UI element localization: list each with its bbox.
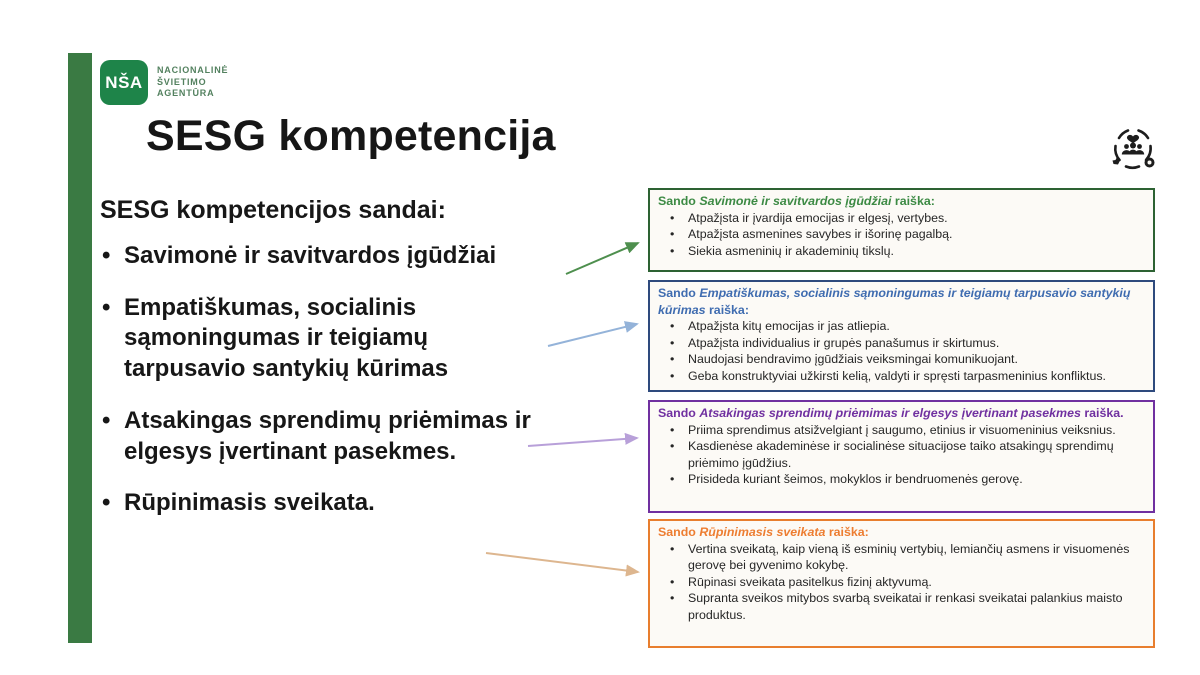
left-heading: SESG kompetencijos sandai: — [100, 196, 446, 224]
box-item: • Atpažįsta ir įvardija emocijas ir elgesį, vertybes. — [688, 210, 1145, 227]
community-care-icon — [1107, 124, 1159, 179]
box-header-prefix: Sando — [658, 194, 696, 208]
box-header-suffix: raiška. — [1084, 406, 1124, 420]
box-item-list — [658, 318, 1145, 384]
logo-text-line: ŠVIETIMO — [157, 76, 207, 87]
box-header — [658, 285, 1145, 318]
box-item: • Vertina sveikatą, kaip vieną iš esminių vertybių, lemiančių asmens ir visuomenės gerovę bei gyvenimo kokybę. — [688, 541, 1145, 574]
box-item: • Atpažįsta kitų emocijas ir jas atliepia. — [688, 318, 1145, 335]
box-header-name: Empatiškumas, socialinis sąmoningumas ir teigiamų tarpusavio santykių kūrimas — [658, 286, 1131, 317]
box-header — [658, 405, 1145, 422]
box-item-list — [658, 210, 1145, 260]
box-header-suffix: raiška: — [828, 525, 869, 539]
box-item-list — [658, 541, 1145, 624]
box-header-suffix: raiška: — [894, 194, 935, 208]
box-item: • Priima sprendimus atsižvelgiant į saugumo, etinius ir visuomeninius veiksnius. — [688, 422, 1145, 439]
box-item: • Atpažįsta asmenines savybes ir išorinę pagalbą. — [688, 226, 1145, 243]
box-item: • Rūpinasi sveikata pasitelkus fizinį aktyvumą. — [688, 574, 1145, 591]
box-item: • Geba konstruktyviai užkirsti kelią, valdyti ir spręsti tarpasmeninius konfliktus. — [688, 368, 1145, 385]
arrow-blue — [548, 324, 637, 346]
nsa-logo-mark: NŠA — [100, 60, 148, 105]
nsa-logo — [100, 60, 228, 105]
page-title: SESG kompetencija — [146, 112, 556, 160]
logo-text-line: NACIONALINĖ — [157, 64, 229, 75]
box-header-suffix: raiška: — [708, 302, 749, 317]
component-item: • Savimonė ir savitvardos įgūdžiai — [124, 241, 552, 272]
box-header-prefix: Sando — [658, 406, 696, 420]
box-item: • Kasdienėse akademinėse ir socialinėse situacijose taiko atsakingų sprendimų priėmimo įgūdžius. — [688, 438, 1145, 471]
box-savimone — [648, 188, 1155, 272]
box-header-prefix: Sando — [658, 525, 696, 539]
component-item: • Empatiškumas, socialinis sąmoningumas ir teigiamų tarpusavio santykių kūrimas — [124, 293, 552, 385]
box-header-name: Atsakingas sprendimų priėmimas ir elgesys įvertinant pasekmes — [699, 406, 1081, 420]
box-rupinimasis — [648, 519, 1155, 648]
box-item: • Supranta sveikos mitybos svarbą sveikatai ir renkasi sveikatai palankius maisto produktus. — [688, 590, 1145, 623]
component-item: • Atsakingas sprendimų priėmimas ir elgesys įvertinant pasekmes. — [124, 406, 552, 467]
arrow-green — [566, 243, 638, 274]
component-list — [100, 241, 552, 519]
logo-text-line: AGENTŪRA — [157, 88, 215, 99]
box-header — [658, 193, 1145, 210]
component-item: • Rūpinimasis sveikata. — [124, 488, 552, 519]
box-empatiskumas — [648, 280, 1155, 392]
box-atsakingas — [648, 400, 1155, 513]
box-header-name: Rūpinimasis sveikata — [699, 525, 826, 539]
box-header-name: Savimonė ir savitvardos įgūdžiai — [699, 194, 892, 208]
box-item: • Atpažįsta individualius ir grupės panašumus ir skirtumus. — [688, 335, 1145, 352]
box-header — [658, 524, 1145, 541]
competence-components — [100, 196, 552, 540]
box-item: • Naudojasi bendravimo įgūdžiais veiksmingai komunikuojant. — [688, 351, 1145, 368]
left-accent-bar — [68, 53, 92, 643]
arrow-orange — [486, 553, 638, 572]
box-item: • Prisideda kuriant šeimos, mokyklos ir bendruomenės gerovę. — [688, 471, 1145, 488]
box-item-list — [658, 422, 1145, 488]
box-item: • Siekia asmeninių ir akademinių tikslų. — [688, 243, 1145, 260]
nsa-logo-text — [157, 65, 228, 100]
box-header-prefix: Sando — [658, 286, 696, 300]
